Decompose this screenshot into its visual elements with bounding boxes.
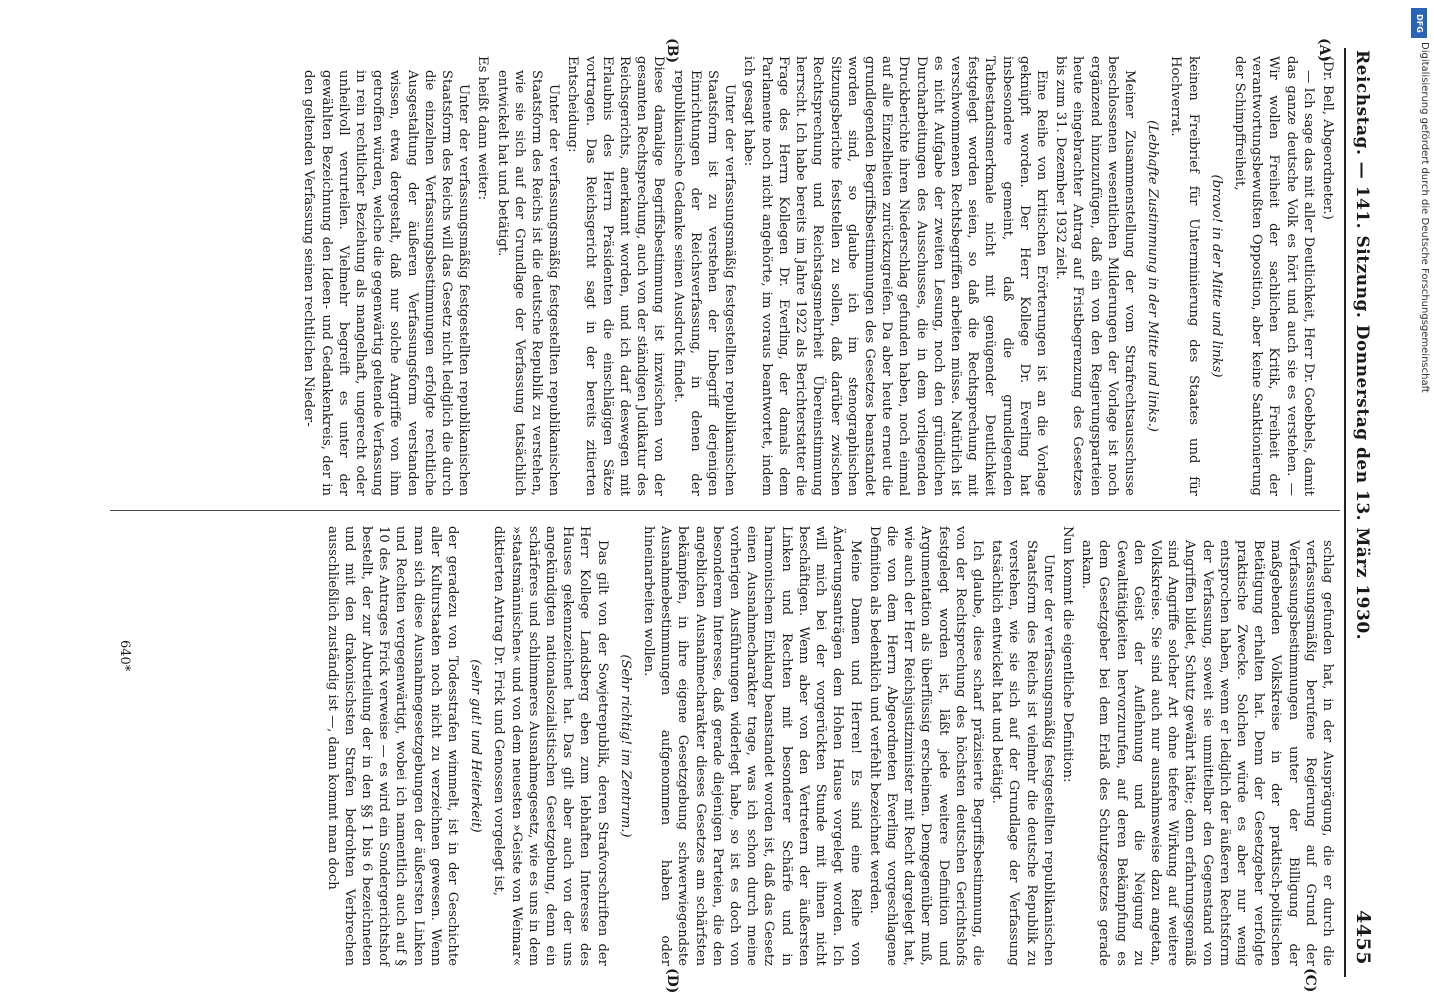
dfg-logo: DFG: [1411, 8, 1427, 38]
column-divider: [110, 510, 1340, 511]
paragraph: Nun kommt die eigentliche Definition:: [1059, 526, 1075, 783]
paragraph: Diese damalige Begriffsbestimmung ist inzwischen von der gesamten Rechtsprechung, auch von der ständigen Judikatur des Reichsgerichts, anerkannt worden, und ich darf deswegen mit Erlaubnis des Herrn Präsidenten die einschlägigen Sätze vortragen. Das Reichsgericht sagt in der bereits zitierten Entscheidung:: [565, 56, 667, 496]
interjection: (bravo! in der Mitte und links): [1208, 174, 1224, 378]
signature-mark: 640*: [117, 640, 132, 672]
interjection: (Lebhafte Zustimmung in der Mitte und links.): [1145, 120, 1161, 432]
paragraph: Meine Damen und Herren! Es sind eine Reihe von Änderungsanträgen dem Hohen Hause vorgelegt worden. Ich will mich bei der vorgerückten Stunde mit ihnen nicht beschäftigen. Wenn aber von den Vertretern der äußersten Linken und Rechten mit besonderer Schärfe und in harmonischem Einklang beanstandet worden ist, daß das Gesetz einen Ausnahmecharakter trage, was ich schon durch meine vorherigen Ausführungen widerlegt habe, so ist es doch von besonderem Interesse, daß gerade diejenigen Parteien, die den angeblichen Ausnahmecharakter dieses Gesetzes am schärfsten bekämpfen, in ihre eigene Gesetzgebung schwerwiegendste Ausnahmebestimmungen aufgenommen haben oder hineinarbeiten wollen.: [641, 526, 863, 966]
paragraph: der geradezu von Todesstrafen wimmelt, ist in der Geschichte aller Kulturstaaten noch nicht zu verzeichnen gewesen. Wenn man sich diese Ausnahmegesetzgebungen der äußersten Linken und Rechten vergegenwärtigt, wobei ich namentlich auch auf § 10 des Antrages Frick verweise — es wird ein Sondergerichtshof bestellt, der zur Aburteilung der in den §§ 1 bis 6 bezeichneten und mit den drakonischsten Strafen bedrohten Verbrechen ausschließlich zuständig ist —, dann kommt man doch: [324, 526, 461, 966]
margin-letter-a: (A): [1316, 38, 1332, 63]
quotation: Unter der verfassungsmäßig festgestellten republikanischen Staatsform des Reichs ist die deutsche Republik zu verstehen, wie sie sich auf der Grundlage der Verfassung tatsächlich entwickelt hat und betätigt.: [494, 70, 562, 496]
speaker-line: (Dr. Bell, Abgeordneter.): [1320, 56, 1335, 220]
paragraph: Es heißt dann weiter:: [475, 56, 491, 201]
paragraph: Ich glaube, diese scharf präzisierte Begriffsbestimmung, die von der Rechtsprechung des höchsten deutschen Gerichtshofs festgelegt worden ist, läßt jede weitere Definition und Argumentation als überflüssig erscheinen. Demgegenüber muß, wie auch der Herr Reichsjustizminister mit Recht dargelegt hat, die von dem Herrn Abgeordneten Everling vorgeschlagene Definition als bedenklich und verfehlt bezeichnet werden.: [866, 526, 985, 966]
paragraph: Das gilt von der Sowjetrepublik, deren Strafvorschriften der Herr Kollege Landsberg eben zum lebhaften Interesse des Hauses gekennzeichnet hat. Das gilt aber auch von der uns angekündigten nationalsozialistischen Gesetzgebung, denn ein schärferes und schlimmeres Ausnahmegesetz, wie es uns in dem »staatsmännischen« und von dem neuesten »Geiste von Weimar« diktierten Antrag Dr. Frick und Genossen vorgelegt ist,: [491, 526, 610, 966]
quotation: schlag gefunden hat, in der Ausprägung, die er durch die verfassungsmäßig berufene Regierung auf Grund der Verfassungsbestimmungen unter der Billigung der maßgebenden Volkskreise in der praktisch-politischen Betätigung erhalten hat. Denn der Gesetzgeber verfolgte praktische Zwecke. Solchen würde es aber nur wenig entsprochen haben, wenn er lediglich der äußeren Rechtsform der Verfassung, soweit sie unmittelbar den Gegenstand von Angriffen bildet, Schutz gewährt hätte; denn erfahrungsgemäß sind Angriffe solcher Art ohne tiefere Wirkung auf weitere Volkskreise. Sie sind auch nur ausnahmsweise dazu angetan, den Geist der Auflehnung und die Neigung zu Gewalttätigkeiten hervorzurufen, auf deren Bekämpfung es dem Gesetzgeber bei dem Erlaß des Schutzgesetzes gerade ankam.: [1079, 540, 1335, 966]
dfg-sidebar: [1408, 8, 1430, 998]
paragraph: Eine Reihe von kritischen Erörterungen ist an die Vorlage geknüpft worden. Der Herr Kollege Dr. Everling hat insbesondere gemeint, daß die grundlegenden Tatbestandsmerkmale nicht mit genügender Deutlichkeit festgelegt worden seien, so daß die Rechtsprechung mit verschwommenen Rechtsbegriffen arbeiten müsse. Natürlich ist es nicht Aufgabe der zweiten Lesung, noch den gründlichen Durcharbeitungen des Ausschusses, die in dem vorliegenden Druckberichte ihren Niederschlag gefunden haben, noch einmal auf alle Einzelheiten zurückzugreifen. Da aber heute erneut die grundlegenden Begriffsbestimmungen des Gesetzes beanstandet worden sind, so glaube ich im stenographischen Sitzungsberichte feststellen zu sollen, daß darüber zwischen Rechtsprechung und Reichstagsmehrheit Übereinstimmung herrscht. Ich habe bereits im Jahre 1922 als Berichterstatter die Frage des Herrn Kollegen Dr. Everling, der damals dem Parlamente noch nicht angehörte, im voraus beantwortet, indem ich gesagt habe:: [741, 56, 1049, 496]
dfg-caption: Digitalisierung gefördert durch die Deutsche Forschungsgemeinschaft: [1419, 42, 1430, 393]
interjection: (sehr gut! und Heiterkeit): [468, 659, 484, 833]
scanned-page: [90, 38, 1380, 994]
quotation: Unter der verfassungsmäßig festgestellten republikanischen Staatsform ist zu verstehen der Inbegriff derjenigen Einrichtungen der Reichsverfassung, in denen der republikanische Gedanke seinen Ausdruck findet.: [670, 70, 738, 496]
page-number: 4455: [1352, 910, 1374, 965]
quotation: Unter der verfassungsmäßig festgestellten republikanischen Staatsform des Reichs ist vielmehr die deutsche Republik zu verstehen, wie sie sich auf der Grundlage der Verfassung tatsächlich entwickelt hat und betätigt.: [989, 540, 1056, 966]
margin-letter-c: (C): [1302, 968, 1318, 993]
interjection: (Sehr richtig! im Zentrum.): [617, 654, 633, 838]
text-column-right: [321, 526, 1336, 966]
text-column-left: [298, 56, 1336, 496]
paragraph: Meiner Zusammenstellung der vom Strafrechtsausschusse beschlossenen wesentlichen Milderungen der Vorlage ist noch ergänzend hinzuzufügen, daß ein von den Regierungsparteien heute eingebrachter Antrag auf Fristbegrenzung des Gesetzes bis zum 31. Dezember 1932 zielt.: [1053, 56, 1137, 496]
paragraph: keinen Freibrief für Unterminierung des Staates und für Hochverrat.: [1168, 56, 1201, 496]
header-title: Reichstag. — 141. Sitzung. Donnerstag den 13. März 1930.: [1352, 50, 1372, 641]
paragraph: — Ich sage das mit aller Deutlichkeit, Herr Dr. Goebbels, damit das ganze deutsche Volk es hört und auch sie es verstehen. — Wir wollen Freiheit der sachlichen Kritik, Freiheit der verantwortungsbewußten Opposition, aber keine Sanktionierung der Schimpffreiheit,: [1231, 56, 1316, 496]
margin-letter-d: (D): [664, 968, 680, 994]
page-header: [1346, 50, 1374, 975]
quotation: Unter der verfassungsmäßig festgestellten republikanischen Staatsform des Reichs will das Gesetz nicht lediglich die durch die einzelnen Verfassungsbestimmungen erfolgte rechtliche Ausgestaltung der äußeren Verfassungsform verstanden wissen, etwa dergestalt, daß nur solche Angriffe von ihm getroffen würden, welche die gegenwärtig geltende Verfassung in rein rechtlicher Beziehung als mangelhaft, ungerecht oder unheilvoll verurteilen. Vielmehr begreift es unter der gewählten Bezeichnung den Ideen- und Gedankenkreis, der in den geltenden Verfassung seinen rechtlichen Nieder-: [301, 70, 472, 496]
header-rule: [1344, 48, 1346, 977]
margin-letter-b: (B): [664, 38, 680, 64]
